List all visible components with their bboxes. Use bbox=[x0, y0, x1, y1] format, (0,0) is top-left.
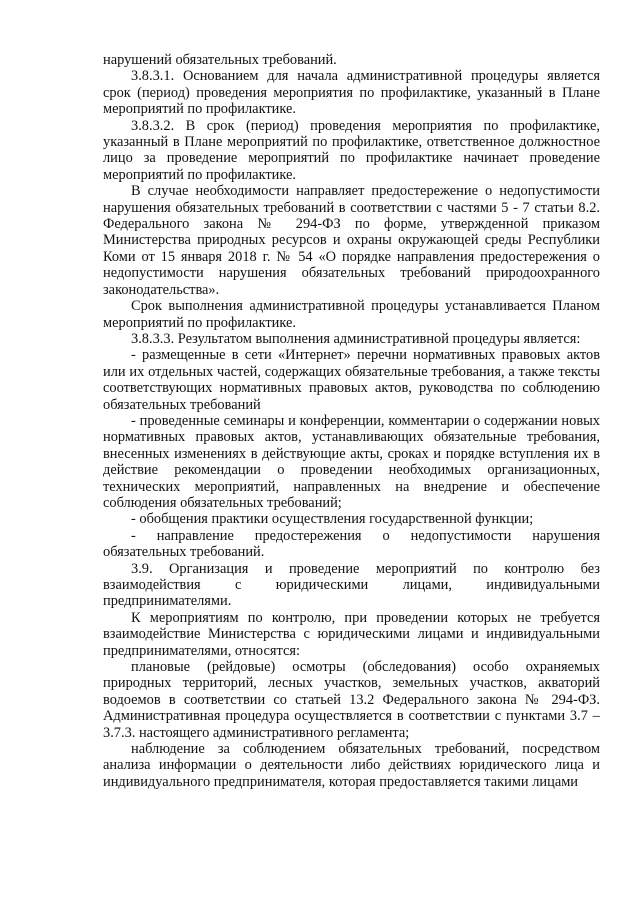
paragraph-control-measures: К мероприятиям по контролю, при проведении которых не требуется взаимодействие Министерства с юридическими лицами и индивидуальными предпринимателями, относятся: bbox=[103, 609, 600, 659]
paragraph-3-8-3-1: 3.8.3.1. Основанием для начала административной процедуры является срок (период) проведения мероприятия по профилактике, указанный в Плане мероприятий по профилактике. bbox=[103, 68, 600, 118]
paragraph-3-9: 3.9. Организация и проведение мероприятий по контролю без взаимодействия с юридическими лицами, индивидуальными предпринимателями. bbox=[103, 560, 600, 610]
document-body bbox=[103, 52, 600, 790]
paragraph-deadline: Срок выполнения административной процедуры устанавливается Планом мероприятий по профилактике. bbox=[103, 298, 600, 331]
paragraph-warning: В случае необходимости направляет предостережение о недопустимости нарушения обязательных требований в соответствии с частями 5 - 7 статьи 8.2. Федерального закона № 294-ФЗ по форме, утвержденной приказом Министерства природных ресурсов и охраны окружающей среды Республики Коми от 15 января 2018 г. № 54 «О порядке направления предостережения о недопустимости нарушения обязательных требований природоохранного законодательства». bbox=[103, 183, 600, 298]
paragraph-monitoring: наблюдение за соблюдением обязательных требований, посредством анализа информации о деятельности либо действиях юридического лица и индивидуального предпринимателя, которая предоставляется такими лицами bbox=[103, 741, 600, 790]
paragraph-continuation: нарушений обязательных требований. bbox=[103, 52, 337, 68]
list-item: - направление предостережения о недопустимости нарушения обязательных требований. bbox=[103, 527, 600, 561]
paragraph-3-8-3-3: 3.8.3.3. Результатом выполнения административной процедуры является: bbox=[131, 330, 581, 347]
paragraph-inspections: плановые (рейдовые) осмотры (обследования) особо охраняемых природных территорий, лесных участков, земельных участков, акваторий водоемов в соответствии со статьей 13.2 Федерального закона № 294-ФЗ. Административная процедура осуществляется в соответствии с пунктами 3.7 – 3.7.3. настоящего административного регламента; bbox=[103, 659, 600, 741]
list-item: - размещенные в сети «Интернет» перечни нормативных правовых актов или их отдельных частей, содержащих обязательные требования, а также тексты соответствующих нормативных правовых актов, руководства по соблюдению обязательных требований bbox=[103, 347, 600, 413]
paragraph-3-8-3-2: 3.8.3.2. В срок (период) проведения мероприятия по профилактике, указанный в Плане мероприятий по профилактике, ответственное должностное лицо за проведение мероприятий по профилактике начинает проведение мероприятий по профилактике. bbox=[103, 117, 600, 183]
list-item: - проведенные семинары и конференции, комментарии о содержании новых нормативных правовых актов, устанавливающих обязательные требования, внесенных изменениях в действующие акты, сроках и порядке вступления их в действие рекомендации о проведении необходимых организационных, технических мероприятий, направленных на внедрение и обеспечение соблюдения обязательных требований; bbox=[103, 412, 600, 511]
list-item: - обобщения практики осуществления государственной функции; bbox=[131, 511, 534, 528]
